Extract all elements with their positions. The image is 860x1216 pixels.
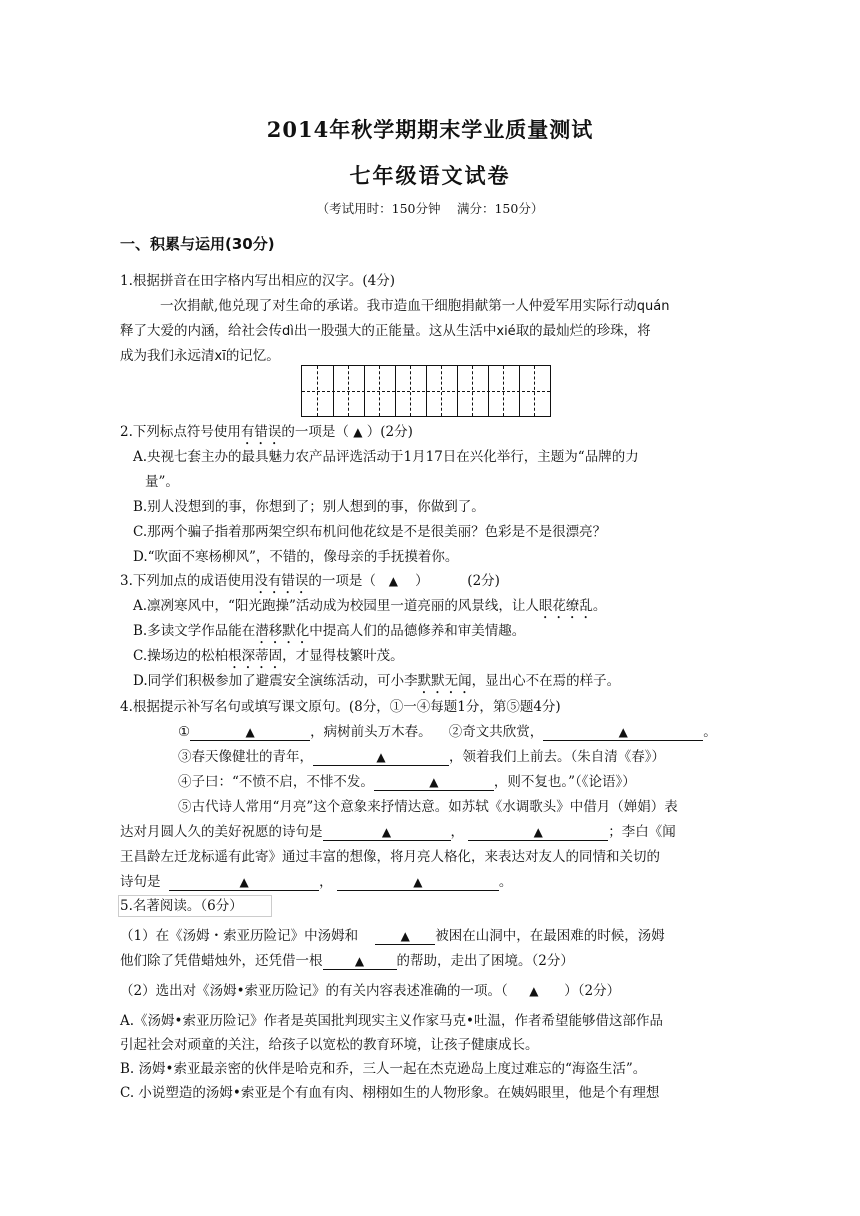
q4-item3: ③春天像健壮的青年， ▲ ，领着我们上前去。（朱自清《春》）	[178, 749, 665, 765]
q1-line3: 成为我们永远清xī的记忆。	[120, 348, 280, 364]
exam-info: （考试用时：150分钟 满分：150分）	[316, 201, 544, 216]
pinyin-xie: xié	[496, 324, 516, 339]
q4-item4: ④子曰：“不愤不启，不悱不发。 ▲ ，则不复也。”（《论语》）	[178, 774, 636, 790]
pinyin-xi: xī	[214, 349, 226, 364]
q5-option-a-cont: 引起社会对顽童的关注，给孩子以宽松的教育环境，让孩子健康成长。	[120, 1037, 539, 1053]
q2-stem: 2.下列标点符号使用有错误的一项是（ ▲ ）(2分)	[120, 424, 413, 440]
q2-option-d: D.“吹面不寒杨柳风”，不错的，像母亲的手抚摸着你。	[133, 549, 459, 565]
answer-triangle: ▲	[353, 425, 363, 439]
q2-option-c: C.那两个骗子指着那两架空织布机问他花纹是不是很美丽？色彩是不是很漂亮？	[133, 524, 607, 540]
fill-blank[interactable]: ▲	[190, 724, 310, 741]
fill-blank[interactable]: ▲	[323, 824, 451, 841]
q5-option-c: C. 小说塑造的汤姆•索亚是个有血有肉、栩栩如生的人物形象。在姨妈眼里，他是个有理想	[120, 1085, 660, 1101]
q2-option-a: A.央视七套主办的最具魅力农产品评选活动于1月17日在兴化举行，主题为“品牌的力	[133, 449, 639, 465]
q2-option-b: B.别人没想到的事，你想到了；别人想到的事，你做到了。	[133, 499, 485, 515]
pinyin-di: dì	[282, 324, 294, 339]
q4-stem: 4.根据提示补写名句或填写课文原句。(8分，①一④每题1分，第⑤题4分)	[120, 699, 561, 715]
fill-blank[interactable]: ▲	[543, 724, 703, 741]
answer-triangle: ▲	[529, 984, 539, 998]
q3-option-c: C.操场边的松柏根深蒂固，才显得枝繁叶茂。	[133, 648, 404, 664]
q5-sub1-line2: 他们除了凭借蜡烛外，还凭借一根 ▲ 的帮助，走出了困境。（2分）	[120, 953, 574, 969]
q1-line2: 释了大爱的内涵，给社会传dì出一股强大的正能量。这从生活中xié取的最灿烂的珍珠，将	[120, 323, 651, 339]
exam-subtitle: 七年级语文试卷	[349, 163, 511, 188]
q1-stem: 1.根据拼音在田字格内写出相应的汉字。(4分)	[120, 273, 396, 289]
fill-blank[interactable]: ▲	[337, 874, 499, 891]
q2-option-a-cont: 量”。	[145, 474, 179, 490]
fill-blank[interactable]: ▲	[375, 928, 435, 945]
section-heading: 一、积累与运用(30分)	[120, 235, 275, 253]
fill-blank[interactable]: ▲	[468, 824, 608, 841]
q4-item5-line1: ⑤古代诗人常用“月亮”这个意象来抒情达意。如苏轼《水调歌头》中借月（婵娟）表	[178, 799, 678, 815]
answer-triangle: ▲	[388, 574, 398, 588]
q3-option-a: A.凛冽寒风中，“阳光跑操”活动成为校园里一道亮丽的风景线，让人眼花缭乱。	[133, 598, 607, 614]
q4-item1-2: ① ▲ ，病树前头万木春。 ②奇文共欣赏， ▲ 。	[178, 724, 717, 740]
q3-option-d: D.同学们积极参加了避震安全演练活动，可小李默默无闻，显出心不在焉的样子。	[133, 673, 621, 689]
q5-option-b: B. 汤姆•索亚最亲密的伙伴是哈克和乔，三人一起在杰克逊岛上度过难忘的“海盗生活”。	[120, 1061, 647, 1077]
q5-stem: 5.名著阅读。（6分）	[120, 898, 243, 914]
tianzige-grid[interactable]	[301, 365, 551, 417]
q4-item5-line3: 王昌龄左迁龙标遥有此寄》通过丰富的想像，将月亮人格化，来表达对友人的同情和关切的	[120, 849, 660, 865]
fill-blank[interactable]: ▲	[374, 774, 494, 791]
q5-sub2: （2）选出对《汤姆•索亚历险记》的有关内容表述准确的一项。（ ▲ ）（2分）	[120, 983, 621, 999]
fill-blank[interactable]: ▲	[169, 874, 319, 891]
fill-blank[interactable]: ▲	[323, 953, 397, 970]
q3-option-b: B.多读文学作品能在潜移默化中提高人们的品德修养和审美情趣。	[133, 623, 526, 639]
q4-item5-line4: 诗句是 ▲ ， ▲ 。	[120, 874, 513, 890]
q3-stem: 3.下列加点的成语使用没有错误的一项是（ ▲ ） (2分)	[120, 573, 500, 589]
q1-line1: 一次捐献,他兑现了对生命的承诺。我市造血干细胞捐献第一人仲爱军用实际行动quán	[160, 298, 670, 314]
q4-item5-line2: 达对月圆人久的美好祝愿的诗句是 ▲ ， ▲ ；李白《闻	[120, 824, 676, 840]
fill-blank[interactable]: ▲	[313, 749, 449, 766]
q5-option-a: A.《汤姆•索亚历险记》作者是英国批判现实主义作家马克•吐温，作者希望能够借这部作品	[120, 1013, 663, 1029]
exam-title: 2014年秋学期期末学业质量测试	[266, 117, 594, 142]
q5-sub1-line1: （1）在《汤姆・索亚历险记》中汤姆和 ▲ 被困在山洞中，在最困难的时候，汤姆	[120, 928, 665, 944]
pinyin-quan: quán	[636, 299, 670, 314]
